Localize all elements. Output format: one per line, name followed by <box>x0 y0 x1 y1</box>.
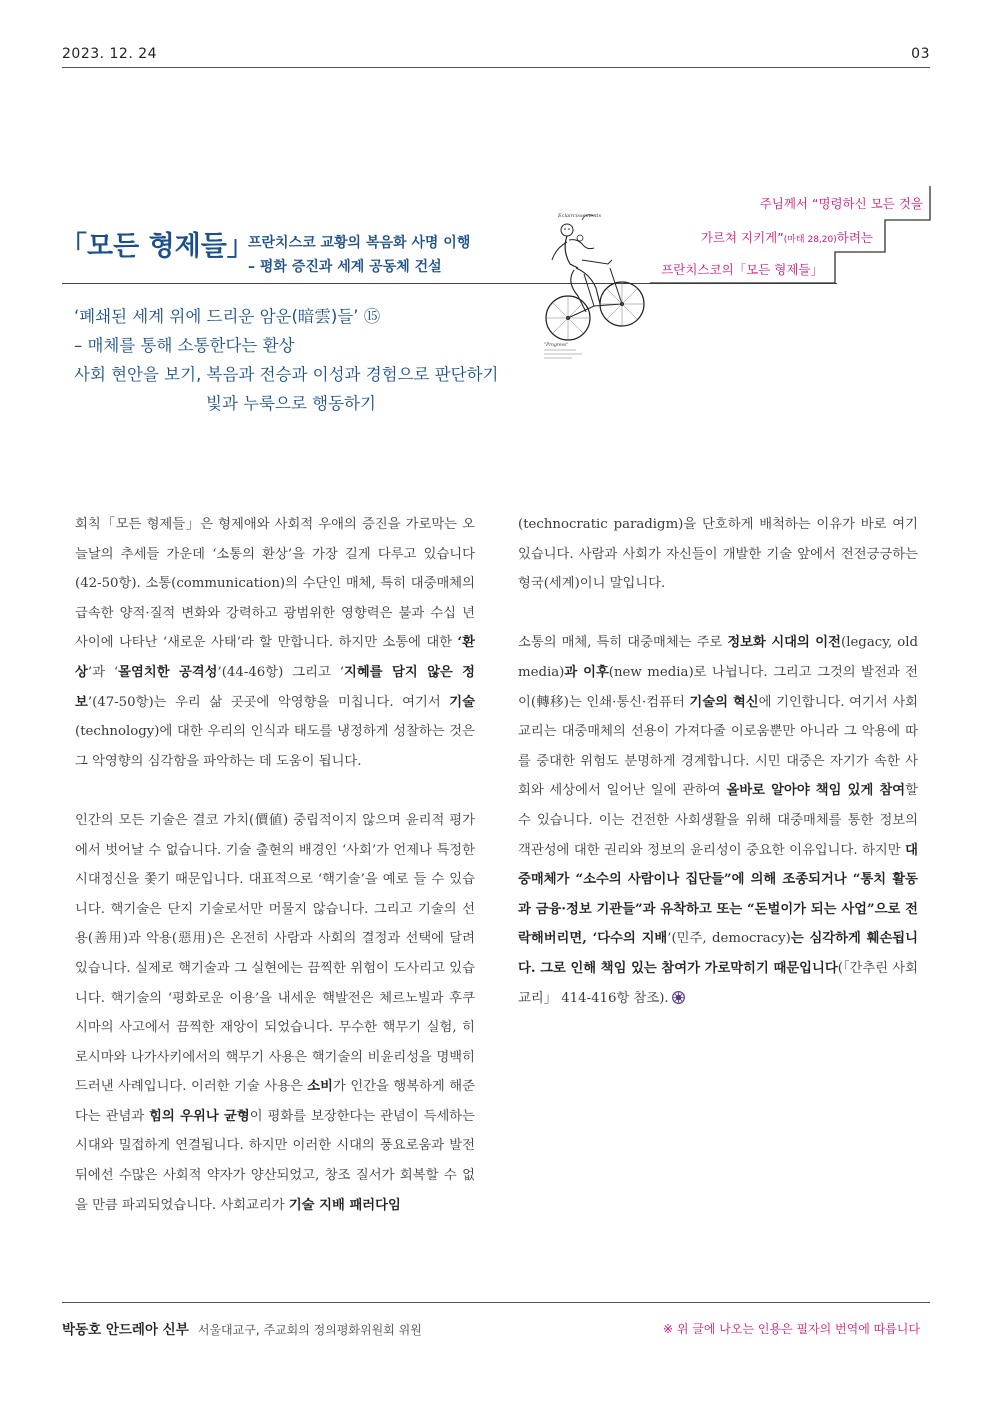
body-text: (new media)로 나뉩니다. 그리고 그것의 발전과 전이(轉移)는 인쇄·통신·컴퓨터 <box>518 664 918 710</box>
tagline-line3: 프란치스코의「모든 형제들」 <box>661 262 823 277</box>
body-paragraph-3 <box>518 628 918 1013</box>
emphasis-text: 기술 지배 패러다임 <box>288 1197 401 1213</box>
emphasis-text: 지혜를 담지 않은 정보 <box>75 664 476 710</box>
method-line2: 빛과 누룩으로 행동하기 <box>206 394 376 413</box>
body-text: (technocratic paradigm)을 단호하게 배척하는 이유가 바로 여기 있습니다. 사람과 사회가 자신들이 개발한 기술 앞에서 전전긍긍하는 형국(세계)이니 말입니다. <box>518 517 918 592</box>
series-subtitle-line2: – 평화 증진과 세계 공동체 건설 <box>248 259 442 275</box>
method-line1: 사회 현안을 보기, 복음과 전승과 이성과 경험으로 판단하기 <box>74 365 499 384</box>
body-text: 소통의 매체, 특히 대중매체는 주로 <box>518 635 728 651</box>
emphasis-text: 힘의 우위나 균형 <box>149 1108 250 1124</box>
tagline-scripture-ref: (마태 28,20) <box>783 235 837 245</box>
emphasis-text: 소비 <box>307 1079 333 1095</box>
bicycle-illustration <box>538 208 646 362</box>
body-column-right <box>518 510 918 1043</box>
illustration-caption-bottom: "Progress" <box>544 343 569 348</box>
body-column-left <box>75 510 475 1250</box>
body-paragraph-2 <box>75 806 475 1220</box>
article-subtitle: – 매체를 통해 소통한다는 환상 <box>74 336 295 355</box>
body-text: (「간추린 사회교리」 414-416항 참조). <box>518 960 918 1006</box>
tagline-line1: 주님께서 “명령하신 모든 것을 <box>759 196 923 211</box>
emphasis-text: ‘환상 <box>75 635 475 680</box>
body-text: 할 수 있습니다. 이는 건전한 사회생활을 위해 대중매체를 통한 정보의 객관성에 대한 권리와 정보의 윤리성이 중요한 이유입니다. 하지만 <box>518 783 918 858</box>
body-text: ’(47-50항)는 우리 삶 곳곳에 악영향을 미칩니다. 여기서 <box>87 694 450 710</box>
tagline-line2-end: 하려는 <box>836 230 873 245</box>
emphasis-text: 대중매체가 “소수의 사람이나 집단들”에 의해 조종되거나 “통치 활동과 금융·정보 기관들”과 유착하고 또는 “돈벌이가 되는 사업”으로 전락해버리면, ‘다수의 지배 <box>518 842 918 947</box>
body-text: ’(민주, democracy) <box>667 931 791 947</box>
emphasis-text: 정보화 시대의 이전 <box>727 635 841 651</box>
tagline-line2-main: 가르쳐 지키게” <box>700 230 784 245</box>
emphasis-text: 기술의 혁신 <box>689 694 759 710</box>
author-name: 박동호 안드레아 신부 <box>62 1322 189 1338</box>
emphasis-text: 기술 <box>449 694 475 710</box>
tagline-line2 <box>701 228 873 246</box>
emphasis-text: 는 심각하게 훼손됩니다. 그로 인해 책임 있는 참여가 가로막히기 때문입니다 <box>518 931 918 976</box>
issue-date: 2023. 12. 24 <box>62 46 158 62</box>
body-paragraph-2-continued <box>518 510 918 599</box>
body-paragraph-1 <box>75 510 475 776</box>
body-text: (legacy, old media) <box>518 635 918 680</box>
body-text: 회칙「모든 형제들」은 형제애와 사회적 우애의 증진을 가로막는 오늘날의 추세들 가운데 ‘소통의 환상’을 가장 길게 다루고 있습니다(42-50항). 소통(communication)의 수단인 매체, 특히 대중매체의 급속한 양적·질적 변화와 강력하고 광범위한 영향력은 불과 수십 년 사이에 나타난 ‘새로운 사태’라 할 만합니다. 하지만 소통에 대한 <box>75 517 475 651</box>
series-subtitle <box>248 231 470 279</box>
header-rule <box>62 67 930 68</box>
tagline-box <box>650 186 935 286</box>
body-text: ’(44-46항) 그리고 ‘ <box>217 664 345 680</box>
page-number: 03 <box>911 46 930 62</box>
body-text: (technology)에 대한 우리의 인식과 태도를 냉정하게 성찰하는 것은 그 악영향의 심각함을 파악하는 데 도움이 됩니다. <box>75 724 475 769</box>
author-credit <box>62 1318 422 1338</box>
emphasis-text: 몰염치한 공격성 <box>118 664 218 680</box>
illustration-caption-top: Eclaircissements <box>558 213 602 219</box>
body-text: 가 인간을 행복하게 해준다는 관념과 <box>75 1079 475 1124</box>
author-title: 서울대교구, 주교회의 정의평화위원회 위원 <box>197 1323 422 1337</box>
article-titles <box>74 302 499 418</box>
footer-rule <box>62 1302 930 1303</box>
series-title: 「모든 형제들」 <box>60 231 254 262</box>
body-text: 에 기인합니다. 여기서 사회교리는 대중매체의 선용이 가져다줄 이로움뿐만 아니라 그 악용에 따를 중대한 위험도 분명하게 경계합니다. 시민 대중은 자기가 속한 사회와 세상에서 일어난 일에 관하여 <box>518 694 919 799</box>
body-text: ’과 ‘ <box>87 664 119 680</box>
series-subtitle-line1: 프란치스코 교황의 복음화 사명 이행 <box>248 235 471 251</box>
church-emblem-icon <box>672 991 685 1004</box>
translation-note: ※ 위 글에 나오는 인용은 필자의 번역에 따릅니다 <box>662 1322 920 1336</box>
emphasis-text: 과 이후 <box>564 664 609 680</box>
body-text: 인간의 모든 기술은 결코 가치(價値) 중립적이지 않으며 윤리적 평가에서 벗어날 수 없습니다. 기술 출현의 배경인 ‘사회’가 언제나 특정한 시대정신을 쫓기 때문입니다. 대표적으로 ‘핵기술’을 예로 들 수 있습니다. 핵기술은 단지 기술로서만 머물지 않습니다. 그리고 기술의 선용(善用)과 악용(惡用)은 온전히 사람과 사회의 결정과 선택에 달려 있습니다. 실제로 핵기술과 그 실현에는 끔찍한 위험이 도사리고 있습니다. 핵기술의 ‘평화로운 이용’을 내세운 핵발전은 체르노빌과 후쿠시마의 사고에서 끔찍한 재앙이 되었습니다. 무수한 핵무기 실험, 히로시마와 나가사키에서의 핵무기 사용은 핵기술의 비윤리성을 명백히 드러낸 사례입니다. 이러한 기술 사용은 <box>75 812 475 1095</box>
emphasis-text: 올바로 알아야 책임 있게 참여 <box>726 783 906 799</box>
body-text: 이 평화를 보장한다는 관념이 득세하는 시대와 밀접하게 연결됩니다. 하지만 이러한 시대의 풍요로움과 발전 뒤에선 수많은 사회적 약자가 양산되었고, 창조 질서가 회복할 수 없을 만큼 파괴되었습니다. 사회교리가 <box>75 1108 475 1213</box>
page-header <box>62 44 930 66</box>
article-title: ‘폐쇄된 세계 위에 드리운 암운(暗雲)들’ ⑮ <box>74 307 381 326</box>
